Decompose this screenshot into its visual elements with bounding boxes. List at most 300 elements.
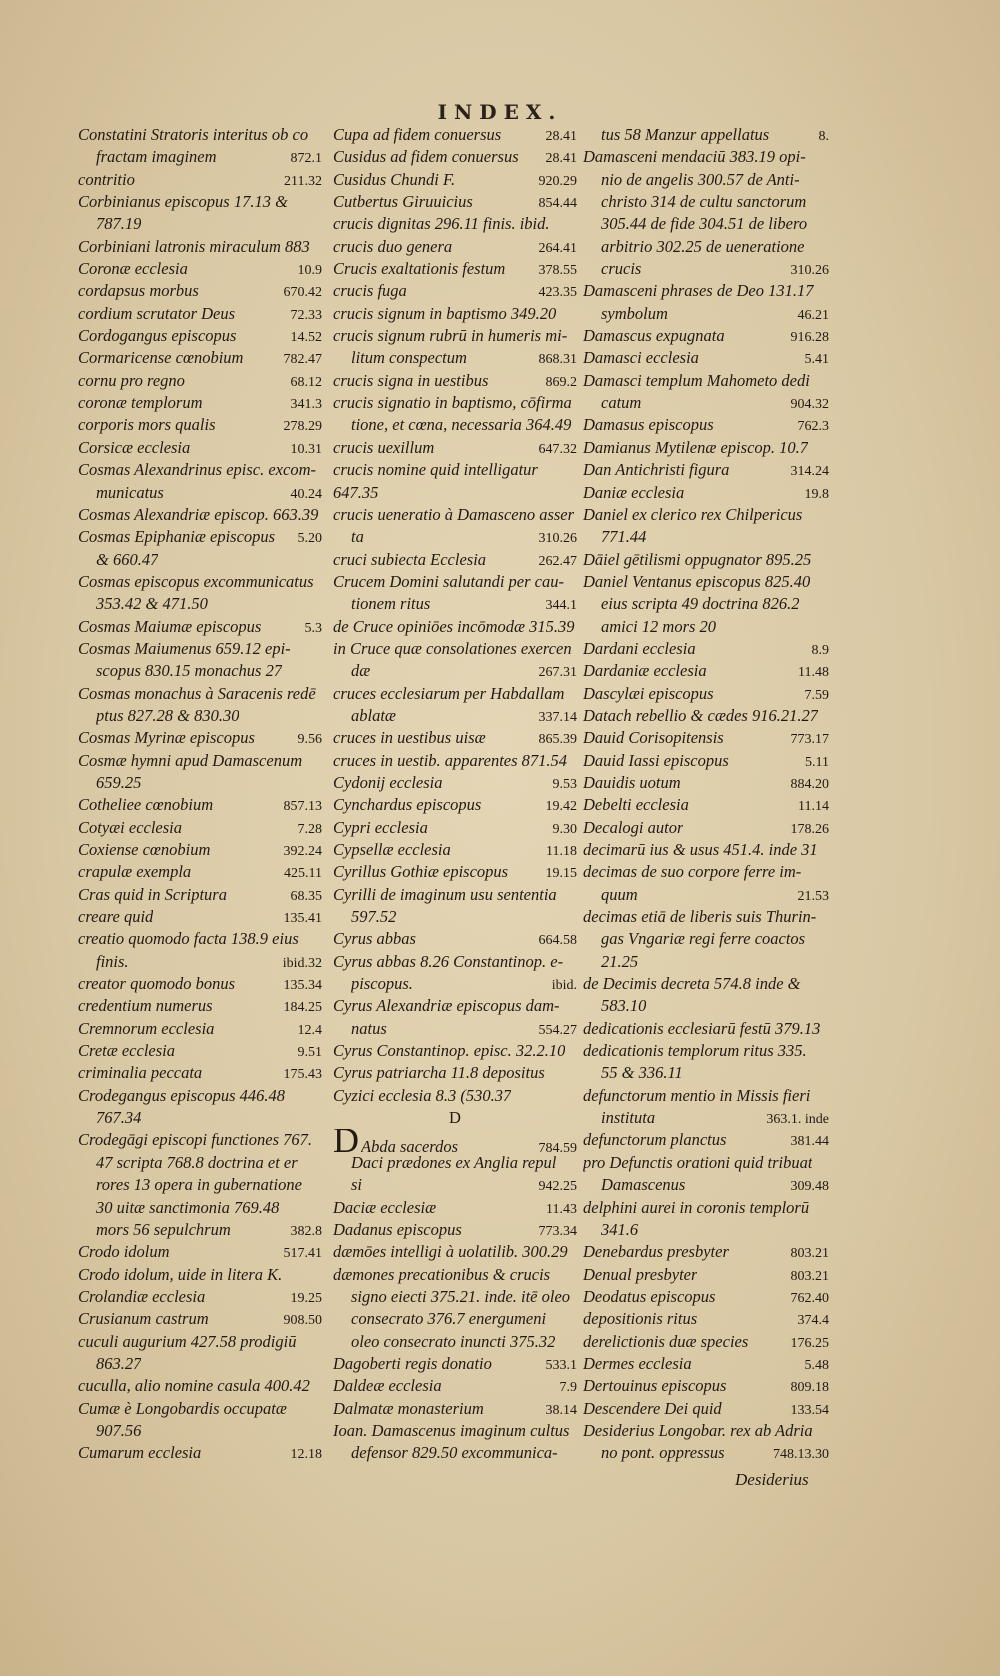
page-reference: 872.1 xyxy=(290,151,322,167)
page-reference: 5.3 xyxy=(304,620,322,636)
index-entry xyxy=(583,928,829,950)
entry-text: 767.34 xyxy=(96,1108,142,1128)
page-reference: 14.52 xyxy=(290,330,322,346)
entry-text: Datach rebellio & cædes 916.21.27 xyxy=(583,705,818,725)
page-reference: 8.9 xyxy=(811,642,829,658)
page-reference: 28.41 xyxy=(545,151,577,167)
index-entry xyxy=(78,549,322,571)
index-entry xyxy=(583,1442,829,1464)
entry-text: Cupa ad fidem conuersus xyxy=(333,125,502,144)
index-entry xyxy=(78,1129,322,1151)
page-reference: 762.40 xyxy=(790,1290,829,1306)
index-entry xyxy=(78,459,322,481)
entry-text: Crodegangus episcopus 446.48 xyxy=(78,1085,286,1105)
page-reference: 5.48 xyxy=(804,1357,829,1373)
index-entry xyxy=(78,191,322,213)
entry-text: Cretæ ecclesia xyxy=(78,1041,175,1061)
page-reference: 8. xyxy=(818,129,829,144)
page-reference: 10.31 xyxy=(290,441,322,457)
entry-text: finis. xyxy=(96,951,129,971)
entry-text: 341.6 xyxy=(601,1219,639,1239)
entry-text: Cosmas Maiumæ episcopus xyxy=(78,616,262,636)
page-reference: 773.34 xyxy=(538,1223,577,1239)
index-entry xyxy=(333,303,577,325)
index-entry xyxy=(333,1018,577,1040)
index-entry xyxy=(78,482,322,504)
index-entry xyxy=(333,1442,577,1464)
entry-text: cordium scrutator Deus xyxy=(78,303,236,323)
entry-text: Decalogi autor xyxy=(583,817,684,837)
entry-text: Damasci ecclesia xyxy=(583,348,699,368)
index-entry xyxy=(333,213,577,235)
index-entry xyxy=(78,414,322,436)
page-reference: 865.39 xyxy=(538,732,577,748)
entry-text: Daniel Ventanus episcopus 825.40 xyxy=(583,571,811,591)
entry-text: Crolandiæ ecclesia xyxy=(78,1286,206,1306)
index-entry xyxy=(583,1152,829,1174)
entry-text: crucis ueneratio à Damasceno asser xyxy=(333,504,575,524)
index-entry xyxy=(78,1152,322,1174)
index-entry xyxy=(583,1398,829,1420)
entry-text: Dagoberti regis donatio xyxy=(333,1353,492,1373)
entry-text: Daciæ ecclesiæ xyxy=(333,1197,437,1217)
page-reference: 262.47 xyxy=(538,553,577,569)
index-entry xyxy=(78,906,322,928)
entry-text: christo 314 de cultu sanctorum xyxy=(601,192,807,212)
index-entry xyxy=(333,146,577,168)
page-reference: 175.43 xyxy=(283,1067,322,1083)
entry-text: Abda sacerdos xyxy=(361,1137,459,1152)
page-reference: 908.50 xyxy=(283,1313,322,1329)
index-entry xyxy=(333,995,577,1017)
index-entry xyxy=(583,1085,829,1107)
entry-text: ablatæ xyxy=(351,705,396,725)
entry-text: signo eiecti 375.21. inde. itē oleo xyxy=(351,1286,571,1306)
entry-text: pro Defunctis orationi quid tribuat xyxy=(583,1152,813,1172)
index-entry xyxy=(78,839,322,861)
page-reference: 762.3 xyxy=(797,419,829,435)
entry-text: 907.56 xyxy=(96,1420,142,1440)
entry-text: Cosmas Alexandriæ episcop. 663.39 xyxy=(78,504,319,524)
entry-text: Dan Antichristi figura xyxy=(583,460,730,480)
index-entry xyxy=(333,928,577,950)
index-entry xyxy=(583,593,829,615)
page-reference: 5.20 xyxy=(297,531,322,547)
index-entry xyxy=(583,1241,829,1263)
entry-text: tus 58 Manzur appellatus xyxy=(601,125,770,144)
index-entry xyxy=(333,1353,577,1375)
index-entry xyxy=(333,884,577,906)
page-reference: 803.21 xyxy=(790,1246,829,1262)
index-entry xyxy=(333,191,577,213)
entry-text: Cumæ è Longobardis occupatæ xyxy=(78,1398,287,1418)
index-entry xyxy=(78,973,322,995)
page-reference: 5.11 xyxy=(805,754,829,770)
index-entry xyxy=(78,1264,322,1286)
index-entry xyxy=(333,482,577,504)
entry-text: Crodegāgi episcopi functiones 767. xyxy=(78,1130,313,1150)
entry-text: Dauid Iassi episcopus xyxy=(583,750,729,770)
entry-text: 55 & 336.11 xyxy=(601,1063,683,1083)
index-entry xyxy=(583,861,829,883)
index-entry xyxy=(78,280,322,302)
index-entry xyxy=(78,616,322,638)
entry-text: Dermes ecclesia xyxy=(583,1353,692,1373)
page-reference: 11.18 xyxy=(546,844,577,859)
page-reference: 19.15 xyxy=(545,866,577,882)
page-reference: 382.8 xyxy=(290,1223,322,1239)
index-entry xyxy=(583,258,829,280)
entry-text: depositionis ritus xyxy=(583,1309,698,1329)
index-entry xyxy=(78,1197,322,1219)
entry-text: crucis xyxy=(601,259,642,279)
entry-text: crucis signum in baptismo 349.20 xyxy=(333,303,557,323)
index-entry xyxy=(583,437,829,459)
page-reference: 11.14 xyxy=(798,799,829,815)
index-entry xyxy=(78,347,322,369)
entry-text: Damasus episcopus xyxy=(583,415,714,435)
entry-text: 353.42 & 471.50 xyxy=(96,594,208,614)
page-reference: 7.9 xyxy=(559,1380,577,1396)
index-entry xyxy=(333,1264,577,1286)
index-entry xyxy=(333,1040,577,1062)
entry-text: Cyzici ecclesia 8.3 (530.37 xyxy=(333,1085,512,1105)
index-entry xyxy=(333,817,577,839)
index-entry xyxy=(583,1286,829,1308)
page-reference: 916.28 xyxy=(790,330,829,346)
page-reference: 12.18 xyxy=(290,1447,322,1463)
index-entry xyxy=(78,571,322,593)
index-entry xyxy=(333,124,577,146)
index-entry xyxy=(78,995,322,1017)
index-entry xyxy=(583,571,829,593)
index-entry xyxy=(583,884,829,906)
entry-text: crucis signa in uestibus xyxy=(333,370,489,390)
entry-text: catum xyxy=(601,393,642,413)
index-entry xyxy=(333,1398,577,1420)
page-reference: 72.33 xyxy=(290,307,322,323)
index-entry xyxy=(333,392,577,414)
entry-text: nio de angelis 300.57 de Anti- xyxy=(601,169,800,189)
index-entry xyxy=(583,1107,829,1129)
index-entry xyxy=(583,973,829,995)
entry-text: Cynchardus episcopus xyxy=(333,795,482,815)
page-reference: 803.21 xyxy=(790,1268,829,1284)
page-reference: 782.47 xyxy=(283,352,322,368)
index-entry xyxy=(333,1331,577,1353)
index-entry xyxy=(333,1241,577,1263)
entry-text: quum xyxy=(601,884,638,904)
index-entry xyxy=(333,370,577,392)
entry-text: arbitrio 302.25 de ueneratione xyxy=(601,236,805,256)
index-entry xyxy=(333,794,577,816)
index-entry xyxy=(583,1197,829,1219)
index-entry xyxy=(78,1331,322,1353)
page-reference: 133.54 xyxy=(790,1402,829,1418)
entry-text: Dadanus episcopus xyxy=(333,1219,462,1239)
entry-text: ta xyxy=(351,527,364,547)
entry-text: cordapsus morbus xyxy=(78,281,199,301)
entry-text: Damasceni mendaciū 383.19 opi- xyxy=(583,147,806,167)
index-entry xyxy=(583,414,829,436)
index-entry xyxy=(78,1398,322,1420)
entry-text: Damascus expugnata xyxy=(583,326,725,346)
index-column-right xyxy=(583,124,829,1465)
entry-text: Dauidis uotum xyxy=(583,772,681,792)
index-entry xyxy=(78,526,322,548)
page-reference: 773.17 xyxy=(790,732,829,748)
index-entry xyxy=(583,146,829,168)
index-entry xyxy=(583,1375,829,1397)
page-reference: 374.4 xyxy=(797,1313,829,1329)
index-entry xyxy=(583,683,829,705)
entry-text: Damasci templum Mahometo dedi xyxy=(583,370,810,390)
entry-text: Cosmas Myrinæ episcopus xyxy=(78,728,255,748)
entry-text: & 660.47 xyxy=(96,549,159,569)
index-entry xyxy=(78,370,322,392)
entry-text: defunctorum planctus xyxy=(583,1130,727,1150)
index-entry xyxy=(78,1062,322,1084)
index-entry xyxy=(583,325,829,347)
index-entry xyxy=(583,504,829,526)
index-entry xyxy=(78,1241,322,1263)
entry-text: Coxiense cœnobium xyxy=(78,840,211,859)
page-reference: 748.13.30 xyxy=(773,1447,829,1463)
entry-text: defensor 829.50 excommunica- xyxy=(351,1443,558,1463)
page-reference: 21.53 xyxy=(797,888,829,904)
index-entry xyxy=(78,593,322,615)
index-entry xyxy=(78,750,322,772)
index-entry xyxy=(78,1353,322,1375)
entry-text: cruces ecclesiarum per Habdallam xyxy=(333,683,565,703)
page-reference: 10.9 xyxy=(297,263,322,279)
entry-text: Cyrus patriarcha 11.8 depositus xyxy=(333,1063,545,1083)
entry-text: Cosmas monachus à Saracenis redē xyxy=(78,683,316,703)
entry-text: cruces in uestib. apparentes 871.54 xyxy=(333,750,568,770)
page-reference: 211.32 xyxy=(284,173,322,189)
index-entry xyxy=(583,616,829,638)
index-entry xyxy=(583,951,829,973)
index-entry xyxy=(78,705,322,727)
page-reference: 664.58 xyxy=(538,933,577,949)
page-reference: 378.55 xyxy=(538,263,577,279)
entry-text: Constatini Stratoris interitus ob co xyxy=(78,125,309,144)
entry-text: instituta xyxy=(601,1108,656,1128)
entry-text: Dertouinus episcopus xyxy=(583,1376,727,1396)
entry-text: Daldeæ ecclesia xyxy=(333,1376,442,1396)
page-reference: ibid. xyxy=(551,978,577,994)
index-entry xyxy=(333,1375,577,1397)
index-entry xyxy=(78,1286,322,1308)
index-entry xyxy=(333,571,577,593)
index-entry xyxy=(333,750,577,772)
index-entry xyxy=(583,370,829,392)
entry-text: delphini aurei in coronis templorū xyxy=(583,1197,810,1217)
index-entry xyxy=(78,1420,322,1442)
index-entry xyxy=(78,169,322,191)
entry-text: Dardaniæ ecclesia xyxy=(583,661,707,681)
index-entry xyxy=(583,392,829,414)
page-reference: 857.13 xyxy=(283,799,322,815)
index-entry xyxy=(78,794,322,816)
entry-text: Cydonij ecclesia xyxy=(333,772,443,792)
index-entry xyxy=(78,1442,322,1464)
entry-text: Crusianum castrum xyxy=(78,1309,209,1329)
entry-text: Cormaricense cœnobium xyxy=(78,348,244,368)
entry-text: derelictionis duæ species xyxy=(583,1331,749,1351)
entry-text: Cyrilli de imaginum usu sententia xyxy=(333,884,557,904)
index-entry xyxy=(583,191,829,213)
index-entry xyxy=(333,258,577,280)
page-reference: 264.41 xyxy=(538,240,577,256)
entry-text: Cosmas episcopus excommunicatus xyxy=(78,571,314,591)
index-entry xyxy=(333,861,577,883)
entry-text: Damasceni phrases de Deo 131.17 xyxy=(583,281,814,301)
entry-text: Cutbertus Giruuicius xyxy=(333,192,473,212)
index-entry xyxy=(583,124,829,146)
page-reference: 904.32 xyxy=(790,397,829,413)
page-reference: 337.14 xyxy=(538,709,577,725)
index-entry xyxy=(583,705,829,727)
index-entry xyxy=(78,325,322,347)
index-entry xyxy=(583,1308,829,1330)
page-reference: 68.35 xyxy=(290,888,322,904)
entry-text: crucis dignitas 296.11 finis. ibid. xyxy=(333,214,550,234)
entry-text: Desiderius Longobar. rex ab Adria xyxy=(583,1420,813,1440)
index-entry xyxy=(78,1040,322,1062)
page-reference: 314.24 xyxy=(790,464,829,480)
index-entry xyxy=(333,593,577,615)
index-entry xyxy=(333,906,577,928)
entry-text: piscopus. xyxy=(351,974,413,994)
index-entry xyxy=(333,638,577,660)
entry-text: Cyrus abbas 8.26 Constantinop. e- xyxy=(333,951,564,971)
index-entry xyxy=(583,727,829,749)
index-entry xyxy=(583,482,829,504)
page-reference: 267.31 xyxy=(538,665,577,681)
entry-text: consecrato 376.7 energumeni xyxy=(351,1309,547,1329)
index-entry xyxy=(583,660,829,682)
page-reference: 344.1 xyxy=(545,598,577,614)
index-entry xyxy=(333,1085,577,1107)
entry-text: Dauid Corisopitensis xyxy=(583,728,724,748)
entry-text: amici 12 mors 20 xyxy=(601,616,717,636)
index-entry xyxy=(78,951,322,973)
entry-text: 787.19 xyxy=(96,214,142,234)
index-entry xyxy=(333,1152,577,1174)
index-entry xyxy=(333,414,577,436)
index-entry xyxy=(333,772,577,794)
page-reference: 11.48 xyxy=(798,665,829,681)
index-entry xyxy=(333,1219,577,1241)
entry-text: de Cruce opiniōes incōmodæ 315.39 xyxy=(333,616,575,636)
entry-text: Crodo idolum xyxy=(78,1242,170,1262)
entry-text: Cumarum ecclesia xyxy=(78,1443,202,1463)
index-column-middle xyxy=(333,124,577,1465)
entry-text: Deodatus episcopus xyxy=(583,1286,716,1306)
entry-text: decimas de suo corpore ferre im- xyxy=(583,862,802,882)
entry-text: criminalia peccata xyxy=(78,1063,203,1083)
index-entry xyxy=(78,1018,322,1040)
index-entry xyxy=(583,169,829,191)
page-reference: 363.1. inde xyxy=(766,1112,829,1128)
entry-text: scopus 830.15 monachus 27 xyxy=(96,661,283,681)
index-entry xyxy=(333,1107,577,1129)
index-entry xyxy=(583,526,829,548)
index-entry xyxy=(583,794,829,816)
index-entry xyxy=(78,124,322,146)
index-entry xyxy=(583,1174,829,1196)
index-entry xyxy=(583,1420,829,1442)
index-entry xyxy=(78,236,322,258)
page-reference: 19.25 xyxy=(290,1290,322,1306)
page-reference: 176.25 xyxy=(790,1335,829,1351)
entry-text: Cordogangus episcopus xyxy=(78,326,237,346)
index-entry xyxy=(583,906,829,928)
index-entry xyxy=(583,1331,829,1353)
entry-text: cruces in uestibus uisæ xyxy=(333,728,486,748)
entry-text: tionem ritus xyxy=(351,594,431,614)
page-reference: 135.34 xyxy=(283,978,322,994)
entry-text: 771.44 xyxy=(601,527,647,547)
entry-text: crucis signatio in baptismo, cōfirma xyxy=(333,393,572,413)
index-entry xyxy=(78,817,322,839)
initial-letter: D xyxy=(333,1129,359,1152)
page-reference: 28.41 xyxy=(545,129,577,144)
entry-text: litum conspectum xyxy=(351,348,467,368)
page-reference: 278.29 xyxy=(283,419,322,435)
entry-text: contritio xyxy=(78,169,135,189)
entry-text: D xyxy=(449,1108,461,1128)
entry-text: Ioan. Damascenus imaginum cultus xyxy=(333,1420,570,1440)
index-entry xyxy=(583,1353,829,1375)
index-entry xyxy=(78,1308,322,1330)
index-entry xyxy=(583,280,829,302)
index-entry xyxy=(583,638,829,660)
index-entry xyxy=(78,213,322,235)
page-reference: 19.42 xyxy=(545,799,577,815)
page-reference: 942.25 xyxy=(538,1179,577,1195)
entry-text: Cosmas Maiumenus 659.12 epi- xyxy=(78,638,291,658)
index-entry xyxy=(333,280,577,302)
index-entry xyxy=(333,1174,577,1196)
entry-text: crucis uexillum xyxy=(333,437,435,457)
page-reference: 854.44 xyxy=(538,196,577,212)
entry-text: Corbiniani latronis miraculum 883 xyxy=(78,236,310,256)
index-entry xyxy=(333,459,577,481)
entry-text: 305.44 de fide 304.51 de libero xyxy=(601,214,808,234)
entry-text: in Cruce quæ consolationes exercen xyxy=(333,638,572,658)
entry-text: Cyrus Alexandriæ episcopus dam- xyxy=(333,996,560,1016)
index-entry xyxy=(78,392,322,414)
page-reference: 38.14 xyxy=(545,1402,577,1418)
page-reference: 9.51 xyxy=(297,1045,322,1061)
index-entry xyxy=(333,616,577,638)
entry-text: dedicationis ecclesiarū festū 379.13 xyxy=(583,1018,821,1038)
entry-text: Cyrus Constantinop. episc. 32.2.10 xyxy=(333,1041,566,1061)
entry-text: Cosmas Alexandrinus episc. excom- xyxy=(78,460,316,480)
entry-text: Dascylæi episcopus xyxy=(583,683,714,703)
entry-text: 659.25 xyxy=(96,772,142,792)
index-entry xyxy=(78,928,322,950)
index-entry xyxy=(583,459,829,481)
index-entry xyxy=(78,1085,322,1107)
index-entry xyxy=(78,1107,322,1129)
index-entry xyxy=(583,1264,829,1286)
index-entry xyxy=(333,236,577,258)
entry-text: dæmōes intelligi à uolatilib. 300.29 xyxy=(333,1242,568,1262)
entry-text: 30 uitæ sanctimonia 769.48 xyxy=(96,1197,280,1217)
